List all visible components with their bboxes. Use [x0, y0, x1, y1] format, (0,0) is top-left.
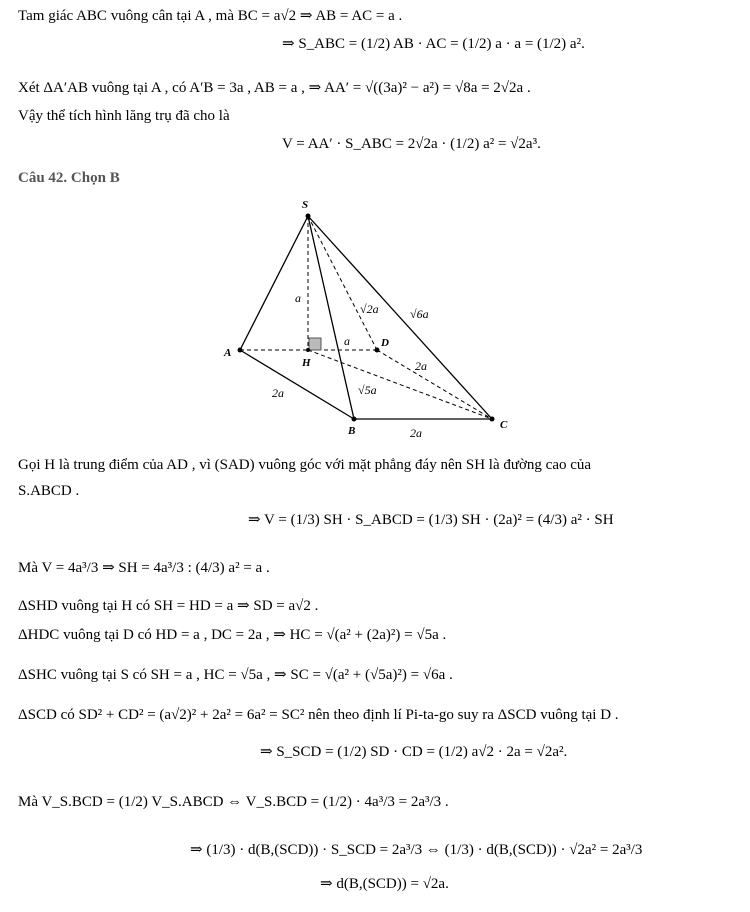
label-S: S	[302, 199, 309, 211]
question-heading: Câu 42. Chọn B	[18, 170, 120, 186]
paragraph-1b: S.ABCD .	[18, 483, 80, 499]
edge-SA	[240, 216, 308, 350]
label-BC: 2a	[410, 426, 422, 440]
label-B: B	[348, 425, 356, 437]
formula-V-SBCD: Mà V_S.BCD = (1/2) V_S.ABCD ⇔ V_S.BCD = (1/2) · 4a³/3 = 2a³/3 .	[18, 794, 449, 810]
point-B	[352, 417, 357, 422]
edge-SB	[308, 216, 354, 419]
point-C	[490, 417, 495, 422]
label-SB: √5a	[358, 383, 377, 397]
edge-DC	[377, 350, 492, 419]
point-A	[238, 348, 243, 353]
label-A: A	[224, 347, 232, 359]
edge-SC	[308, 216, 492, 419]
text-line-3: Xét ΔA′AB vuông tại A , có A′B = 3a , AB = a , ⇒ AA′ = √((3a)² − a²) = √8a = 2√2a .	[18, 80, 531, 96]
label-SH: a	[295, 291, 301, 305]
formula-line-2: ⇒ S_ABC = (1/2) AB · AC = (1/2) a · a = (1/2) a².	[282, 36, 585, 52]
label-AB: 2a	[272, 386, 284, 400]
formula-distance-result: ⇒ d(B,(SCD)) = √2a.	[320, 876, 449, 892]
formula-SD: ΔSHD vuông tại H có SH = HD = a ⇒ SD = a√2 .	[18, 598, 319, 614]
formula-volume: ⇒ V = (1/3) SH · S_ABCD = (1/3) SH · (2a)² = (4/3) a² · SH	[248, 512, 614, 528]
formula-HC: ΔHDC vuông tại D có HD = a , DC = 2a , ⇒ HC = √(a² + (2a)²) = √5a .	[18, 627, 447, 643]
label-H: H	[302, 357, 311, 369]
text-line-1: Tam giác ABC vuông cân tại A , mà BC = a√2 ⇒ AB = AC = a .	[18, 8, 403, 24]
label-C: C	[500, 419, 508, 431]
formula-SC: ΔSHC vuông tại S có SH = a , HC = √5a , ⇒ SC = √(a² + (√5a)²) = √6a .	[18, 667, 453, 683]
pyramid-figure	[0, 190, 750, 440]
text-line-4: Vậy thể tích hình lăng trụ đã cho là	[18, 108, 230, 124]
paragraph-1a: Gọi H là trung điểm của AD , vì (SAD) vuông góc với mặt phẳng đáy nên SH là đường cao của	[18, 457, 592, 473]
formula-distance-eq: ⇒ (1/3) · d(B,(SCD)) · S_SCD = 2a³/3 ⇔ (1/3) · d(B,(SCD)) · √2a² = 2a³/3	[190, 842, 643, 858]
label-DC: 2a	[415, 359, 427, 373]
point-H	[306, 348, 310, 352]
right-angle-mark	[309, 338, 321, 350]
formula-SCD-right: ΔSCD có SD² + CD² = (a√2)² + 2a² = 6a² = SC² nên theo định lí Pi-ta-go suy ra ΔSCD vuông tại D .	[18, 707, 619, 723]
label-SC: √6a	[410, 307, 429, 321]
point-S	[306, 214, 311, 219]
formula-SH: Mà V = 4a³/3 ⇒ SH = 4a³/3 : (4/3) a² = a .	[18, 560, 270, 576]
label-D: D	[381, 337, 389, 349]
point-D	[375, 348, 380, 353]
label-SD: √2a	[360, 302, 379, 316]
formula-S-SCD: ⇒ S_SCD = (1/2) SD · CD = (1/2) a√2 · 2a = √2a².	[260, 744, 568, 760]
formula-line-5: V = AA′ · S_ABC = 2√2a · (1/2) a² = √2a³.	[282, 136, 541, 152]
edge-SD	[308, 216, 377, 350]
edge-HC	[308, 350, 492, 419]
label-HD: a	[344, 334, 350, 348]
